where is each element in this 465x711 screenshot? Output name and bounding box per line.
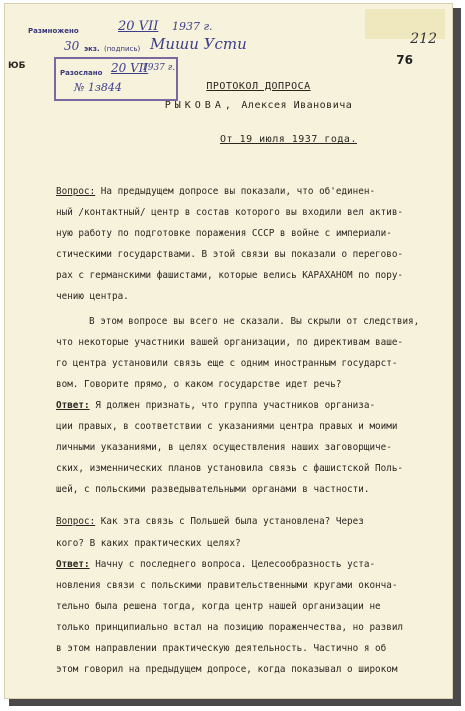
question-label: Вопрос: xyxy=(56,186,96,197)
answer-1-line: Ответ: Я должен признать, что группа участников организа- xyxy=(56,399,376,411)
document-date: От 19 июля 1937 года. xyxy=(220,134,357,145)
answer-label: Ответ: xyxy=(56,399,90,411)
answer-label: Ответ: xyxy=(56,558,90,570)
text-line: ную работу по подготовке поражения СССР в войне с империали- xyxy=(56,228,392,240)
text-line: шей, с польскими разведывательными органами в частности. xyxy=(56,484,370,496)
count-year: 1937 г. xyxy=(172,20,213,33)
question-1-line: Вопрос: На предыдущем допросе вы показали, что об'единен- xyxy=(56,186,376,197)
text-line: ции правых, в соответствии с указаниями центра правых и моими xyxy=(56,421,398,433)
text-line: стическими государствами. В этой связи вы показали о перегово- xyxy=(56,249,404,261)
text-line: ских, изменнических планов установила связь с фашистской Поль- xyxy=(56,463,404,475)
stamp-sent-year: 1937 г. xyxy=(142,63,176,73)
answer-2-line: Ответ: Начну с последнего вопроса. Целесообразность уста- xyxy=(56,558,376,570)
subject-name: Алексея Ивановича xyxy=(241,100,353,111)
stamp-number: № 1з844 xyxy=(74,81,122,94)
question-2-line: Вопрос: Как эта связь с Польшей была установлена? Через xyxy=(56,516,364,528)
text-line: только принципиально встал на позицию пораженчества, но развил xyxy=(56,621,404,633)
handwritten-signature: Миши Усти xyxy=(150,35,247,53)
text-line: В этом вопросе вы всего не сказали. Вы скрыли от следствия, xyxy=(89,315,420,327)
stamp-sent-date: 20 VII xyxy=(111,61,149,75)
text-line: этом говорил на предыдущем допросе, когда показывал о широком xyxy=(56,664,398,676)
text-line: кого? В каких практических целях? xyxy=(56,537,241,549)
count-date: 20 VII xyxy=(118,19,159,34)
document-title: ПРОТОКОЛ ДОПРОСА xyxy=(206,81,311,92)
stamp-sent-label: Разослано xyxy=(60,69,103,77)
text-line: в этом направлении практическую деятельность. Частично я об xyxy=(56,642,387,654)
document-page xyxy=(4,3,453,699)
margin-mark: ЮБ xyxy=(8,61,26,71)
copies-label: экз. xyxy=(84,45,100,53)
text-line: рах с германскими фашистами, которые велись КАРАХАНОМ по пору- xyxy=(56,270,404,282)
text-line: го центра установили связь еще с одним иностранным государст- xyxy=(56,357,398,369)
text-line: вом. Говорите прямо, о каком государстве идет речь? xyxy=(56,378,342,390)
text-line: чению центра. xyxy=(56,291,129,303)
signature-label: (подпись) xyxy=(104,45,141,53)
page-number: 76 xyxy=(396,53,413,67)
document-subject xyxy=(34,100,453,111)
copies-count: 30 xyxy=(64,39,80,53)
question-label: Вопрос: xyxy=(56,516,96,528)
subject-surname: РЫКОВА, xyxy=(164,100,235,111)
text-line: новления связи с польскими правительственными кругами оконча- xyxy=(56,579,398,591)
text-line: личными указаниями, в целях осуществления наших заговорщиче- xyxy=(56,442,392,454)
interrogation-text xyxy=(56,181,438,680)
archive-number: 212 xyxy=(410,31,437,47)
text-line: ный /контактный/ центр в состав которого вы входили вел актив- xyxy=(56,207,404,219)
text-line: что некоторые участники вашей организации, по директивам ваше- xyxy=(56,336,404,348)
count-label: Размножено xyxy=(28,27,79,35)
text-line: тельно была решена тогда, когда центр нашей организации не xyxy=(56,600,381,612)
